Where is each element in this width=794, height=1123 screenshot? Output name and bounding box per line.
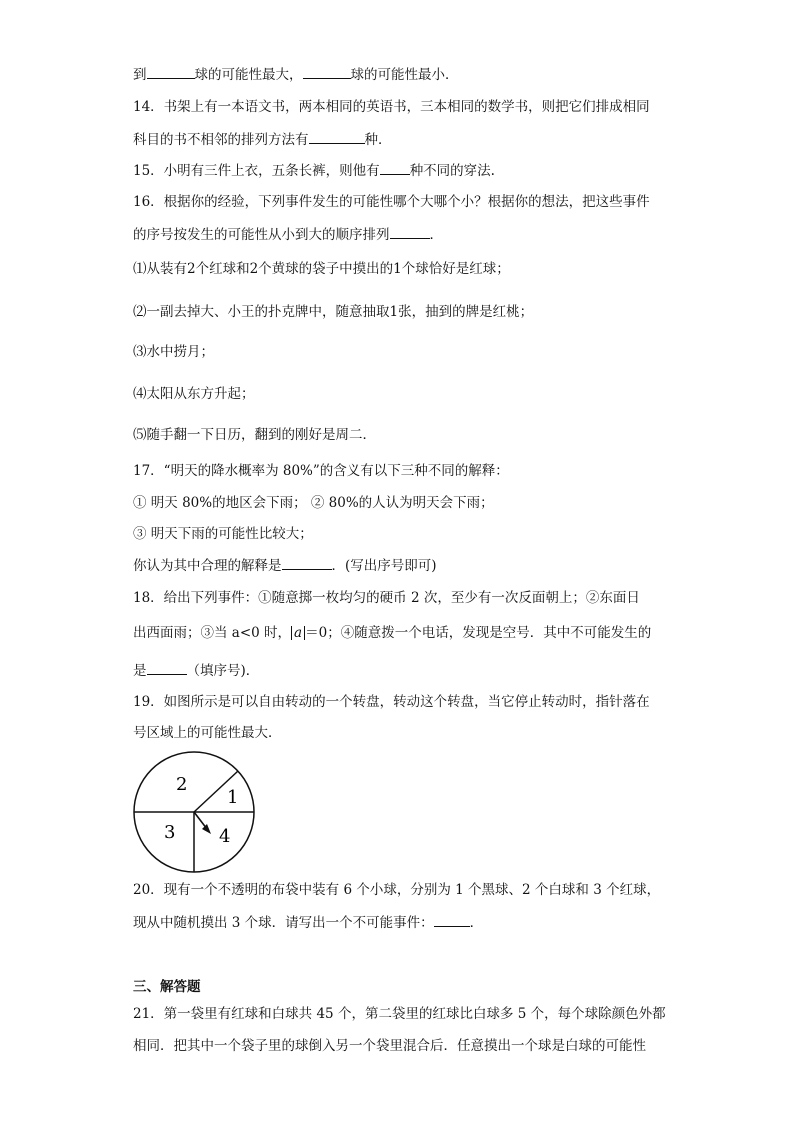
text: （填序号)． — [186, 663, 260, 679]
spinner-label-2: 2 — [176, 774, 188, 795]
q16-line1: 16．根据你的经验，下列事件发生的可能性哪个大哪个小？根据你的想法，把这些事件 — [133, 194, 650, 210]
q13-continuation — [133, 64, 459, 85]
q16-line2 — [133, 224, 443, 245]
q15 — [133, 160, 495, 181]
text: 你认为其中合理的解释是 — [133, 558, 282, 574]
text: 出西面雨；③当 a<0 时， — [133, 625, 292, 641]
q16-item3: ⑶水中捞月； — [133, 344, 214, 360]
text: ．(写出序号即可) — [331, 558, 437, 574]
q20-line1: 20．现有一个不透明的布袋中装有 6 个小球，分别为 1 个黑球、2 个白球和 3 个红球， — [133, 882, 661, 898]
text: 科目的书不相邻的排列方法有 — [133, 132, 309, 148]
text: 15．小明有三件上衣，五条长裤，则他有 — [133, 163, 380, 179]
spinner-label-1: 1 — [227, 787, 239, 808]
q21-line1: 21．第一袋里有红球和白球共 45 个，第二袋里的红球比白球多 5 个，每个球除颜色外都 — [133, 1006, 666, 1022]
q19-line1: 19．如图所示是可以自由转动的一个转盘，转动这个转盘，当它停止转动时，指针落在 — [133, 694, 650, 710]
answer-blank — [303, 64, 351, 79]
spinner-label-4: 4 — [219, 826, 231, 847]
q18-line3 — [133, 660, 259, 681]
q16-item2: ⑵一副去掉大、小王的扑克牌中，随意抽取1张，抽到的牌是红桃； — [133, 304, 534, 320]
q17-line3: ③ 明天下雨的可能性比较大； — [133, 526, 313, 542]
text: 球的可能性最小． — [350, 67, 459, 83]
q17-line1: 17．“明天的降水概率为 80%”的含义有以下三种不同的解释： — [133, 463, 509, 479]
answer-blank — [390, 224, 430, 239]
q18-line1: 18．给出下列事件：①随意掷一枚均匀的硬币 2 次，至少有一次反面朝上；②东面日 — [133, 590, 640, 606]
q18-line2 — [133, 623, 651, 643]
text: 到 — [133, 67, 147, 83]
text: ＝0；④随意拨一个电话，发现是空号．其中不可能发生的 — [305, 625, 652, 641]
q19-line2: 号区域上的可能性最大． — [133, 725, 282, 741]
q20-line2 — [133, 912, 483, 933]
answer-blank — [282, 555, 332, 570]
text: 球的可能性最大， — [194, 67, 303, 83]
text: 种． — [364, 132, 392, 148]
section-heading: 三、解答题 — [133, 979, 201, 995]
answer-blank — [147, 660, 187, 675]
spinner-label-3: 3 — [164, 822, 176, 843]
q14-line2 — [133, 129, 392, 150]
answer-blank — [147, 64, 195, 79]
answer-blank — [434, 912, 470, 927]
q16-item4: ⑷太阳从东方升起； — [133, 386, 255, 402]
text: 现从中随机摸出 3 个球．请写出一个不可能事件： — [133, 915, 434, 931]
absolute-value: a — [291, 626, 305, 640]
text: ． — [429, 227, 443, 243]
answer-blank — [380, 160, 410, 175]
text: 的序号按发生的可能性从小到大的顺序排列 — [133, 227, 390, 243]
q17-line4 — [133, 555, 437, 576]
spinner-figure — [130, 750, 260, 874]
q17-line2: ① 明天 80%的地区会下雨； ② 80%的人认为明天会下雨； — [133, 495, 494, 511]
text: 种不同的穿法. — [409, 163, 495, 179]
text: ． — [469, 915, 484, 931]
text: 是 — [133, 663, 147, 679]
q16-item1: ⑴从装有2个红球和2个黄球的袋子中摸出的1个球恰好是红球； — [133, 261, 510, 277]
answer-blank — [309, 129, 365, 144]
q21-line2: 相同．把其中一个袋子里的球倒入另一个袋里混合后．任意摸出一个球是白球的可能性 — [133, 1038, 646, 1054]
q14-line1: 14．书架上有一本语文书，两本相同的英语书，三本相同的数学书，则把它们排成相同 — [133, 99, 650, 115]
q16-item5: ⑸随手翻一下日历，翻到的刚好是周二． — [133, 427, 376, 443]
